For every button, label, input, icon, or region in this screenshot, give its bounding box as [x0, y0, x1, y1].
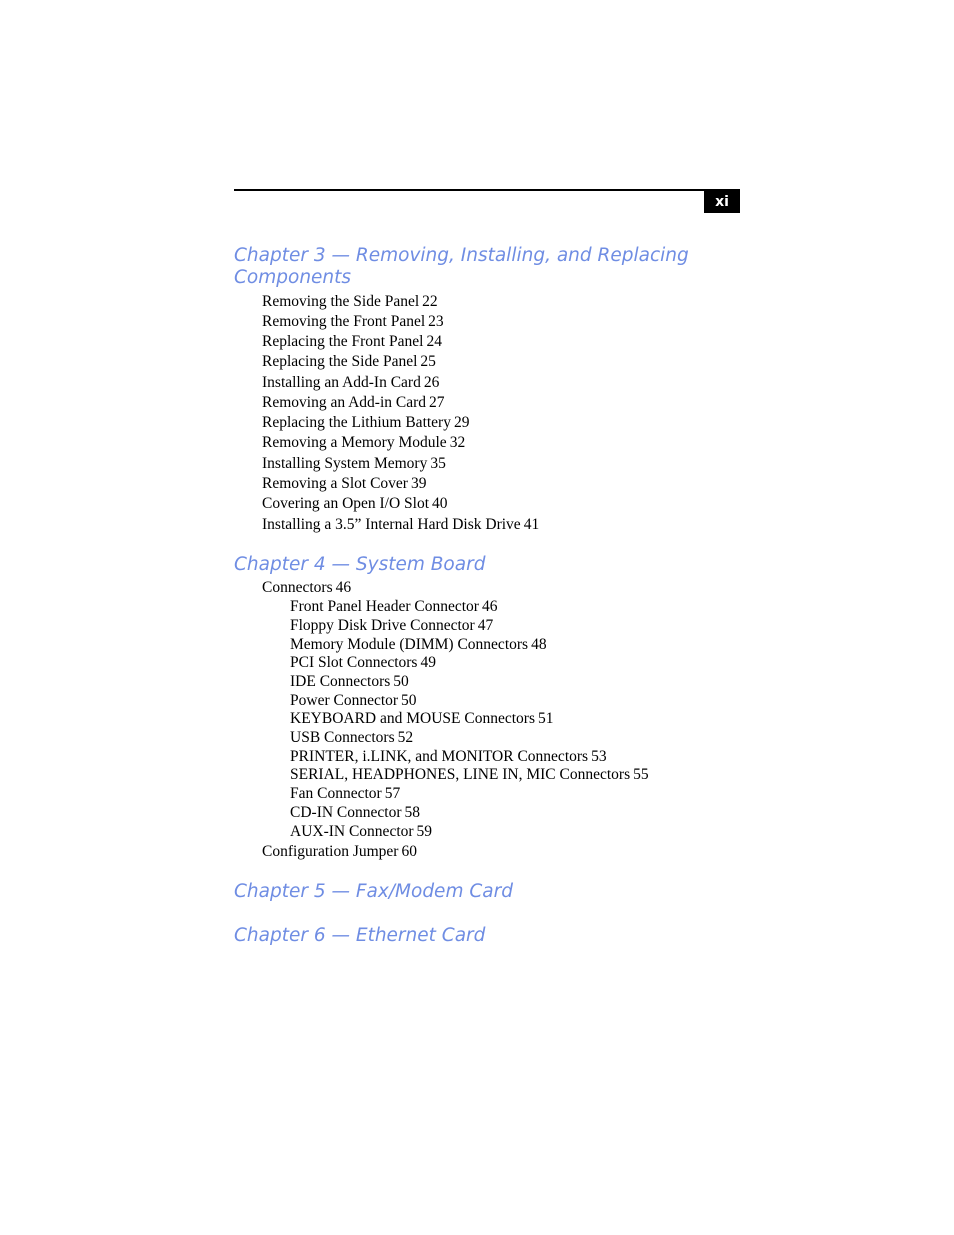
toc-entry-page: 59: [416, 823, 433, 840]
chapter-4-heading[interactable]: [234, 554, 485, 576]
toc-entry-title: Installing an Add-In Card: [262, 374, 421, 391]
toc-entry-page: 51: [537, 710, 554, 727]
chapter-4-heading-line1: Chapter 4 — System Board: [234, 554, 486, 575]
toc-entry-page: 60: [401, 843, 417, 860]
toc-entry-page: 46: [481, 598, 498, 615]
toc-entry-page: 35: [430, 455, 446, 472]
toc-entry-title: Fan Connector: [290, 785, 382, 802]
toc-entry-title: AUX-IN Connector: [290, 823, 414, 840]
toc-entry-title: Removing the Side Panel: [262, 293, 420, 310]
toc-entry-title: Installing System Memory: [262, 455, 428, 472]
toc-entry-page: 22: [422, 293, 438, 310]
chapter-3-heading[interactable]: [234, 245, 689, 289]
toc-entry-page: 50: [393, 673, 409, 690]
chapter-5-heading[interactable]: [234, 881, 513, 903]
toc-entry-title: Connectors: [262, 579, 333, 596]
toc-entry-page: 55: [633, 766, 649, 783]
toc-entry-title: Replacing the Side Panel: [262, 353, 418, 370]
toc-entry-title: IDE Connectors: [290, 673, 391, 690]
toc-entry-title: Removing a Memory Module: [262, 434, 447, 451]
toc-entry-page: 46: [335, 579, 352, 596]
toc-entry-title: Front Panel Header Connector: [290, 598, 479, 615]
toc-entry-title: Replacing the Lithium Battery: [262, 414, 451, 431]
toc-entry-page: 27: [429, 394, 445, 411]
toc-entry-page: 49: [420, 654, 436, 671]
chapter-6-heading[interactable]: [234, 925, 485, 947]
chapter-3-heading-line1: Chapter 3 — Removing, Installing, and Replacing: [234, 245, 689, 266]
header-rule: [234, 189, 740, 191]
toc-entry-title: SERIAL, HEADPHONES, LINE IN, MIC Connectors: [290, 766, 631, 783]
toc-entry-page: 25: [420, 353, 436, 370]
toc-entry-page: 26: [423, 374, 440, 391]
chapter-6-heading-line1: Chapter 6 — Ethernet Card: [234, 925, 486, 946]
toc-entry-page: 58: [404, 804, 420, 821]
toc-entry-page: 50: [401, 692, 417, 709]
toc-entry-page: 52: [397, 729, 414, 746]
toc-entry-title: Power Connector: [290, 692, 399, 709]
toc-entry-page: 47: [477, 617, 494, 634]
toc-entry-page: 41: [523, 516, 540, 533]
chapter-3-heading-line2: Components: [234, 267, 352, 288]
toc-entry-page: 40: [432, 495, 448, 512]
toc-entry-page: 23: [428, 313, 444, 330]
toc-entry-page: 53: [591, 748, 607, 765]
toc-entry-page: 32: [449, 434, 466, 451]
toc-entry-title: Floppy Disk Drive Connector: [290, 617, 475, 634]
toc-entry-page: 39: [410, 475, 427, 492]
toc-entry-page: 29: [453, 414, 470, 431]
toc-entry-title: USB Connectors: [290, 729, 395, 746]
toc-entry-title: CD-IN Connector: [290, 804, 402, 821]
toc-entry-page: 48: [531, 636, 547, 653]
toc-entry-title: Replacing the Front Panel: [262, 333, 424, 350]
toc-entry-title: Removing a Slot Cover: [262, 475, 408, 492]
toc-entry-page: 57: [384, 785, 401, 802]
toc-entry-title: Installing a 3.5” Internal Hard Disk Drive: [262, 516, 521, 533]
page-number: xi: [704, 191, 740, 213]
toc-entry-title: Configuration Jumper: [262, 843, 399, 860]
toc-entry-title: PCI Slot Connectors: [290, 654, 418, 671]
toc-entry-title: Memory Module (DIMM) Connectors: [290, 636, 529, 653]
toc-entry-title: Removing the Front Panel: [262, 313, 426, 330]
toc-entry-title: Covering an Open I/O Slot: [262, 495, 430, 512]
toc-entry-title: KEYBOARD and MOUSE Connectors: [290, 710, 535, 727]
toc-entry-title: Removing an Add-in Card: [262, 394, 427, 411]
toc-entry-title: PRINTER, i.LINK, and MONITOR Connectors: [290, 748, 589, 765]
toc-entry-page: 24: [426, 333, 442, 350]
chapter-5-heading-line1: Chapter 5 — Fax/Modem Card: [234, 881, 513, 902]
